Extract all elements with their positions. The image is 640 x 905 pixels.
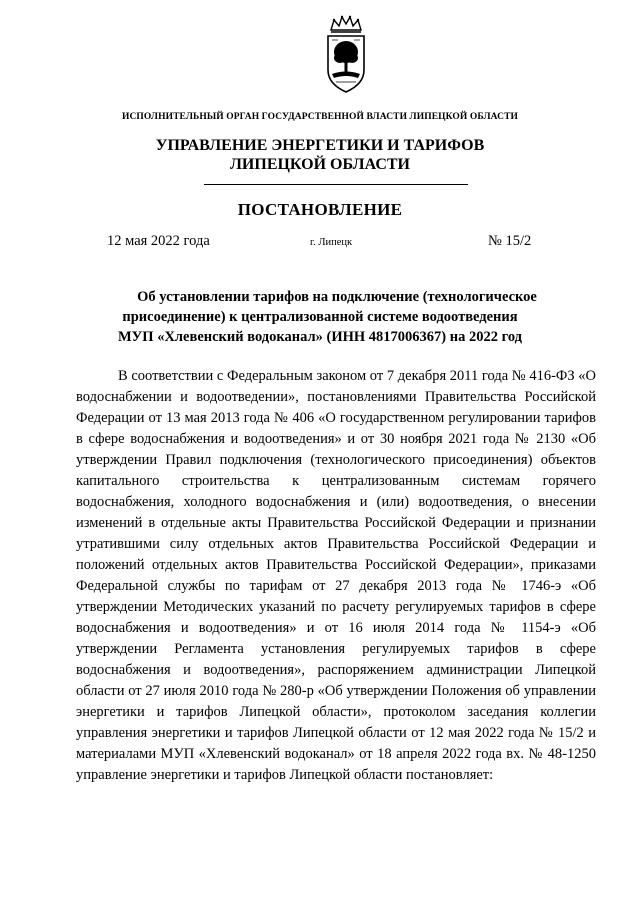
header-divider [204,184,468,185]
document-number: № 15/2 [488,233,532,249]
org-line: ИСПОЛНИТЕЛЬНЫЙ ОРГАН ГОСУДАРСТВЕННОЙ ВЛАСТИ ЛИПЕЦКОЙ ОБЛАСТИ [121,112,519,122]
document-title-line: МУП «Хлевенский водоканал» (ИНН 4817006367) на 2022 год [117,329,523,345]
document-title-line: Об установлении тарифов на подключение (технологическое [137,289,537,305]
department-name-line-2: ЛИПЕЦКОЙ ОБЛАСТИ [230,156,410,173]
department-name-line-1: УПРАВЛЕНИЕ ЭНЕРГЕТИКИ И ТАРИФОВ [155,137,485,154]
document-body-paragraph: В соответствии с Федеральным законом от 7 декабря 2011 года № 416-ФЗ «О водоснабжении и водоотведении», постановлениями Правительства Российской Федерации от 13 мая 2013 года № 406 «О государственном регулировании тарифов в сфере водоснабжения и водоотведения» и от 30 ноября 2021 года № 2130 «Об утверждении Правил подключения (технологического присоединения) объектов капитального строительства к централизованным системам горячего водоснабжения, холодного водоснабжения и (или) водоотведения, о внесении изменений в отдельные акты Правительства Российской Федерации и признании утратившими силу отдельных актов Правительства Российской Федерации и положений отдельных актов Правительства Российской Федерации», приказами Федеральной службы по тарифам от 27 декабря 2013 года № 1746-э «Об утверждении Методических указаний по расчету регулируемых тарифов в сфере водоснабжения и водоотведения» и от 16 июля 2014 года № 1154-э «Об утверждении Регламента установления регулируемых тарифов в сфере водоснабжения и водоотведения», распоряжением администрации Липецкой области от 27 июля 2010 года № 280-р «Об утверждении Положения об управлении энергетики и тарифов Липецкой области», протоколом заседания коллегии управления энергетики и тарифов Липецкой области от 12 мая 2022 года № 15/2 и материалами МУП «Хлевенский водоканал» от 18 апреля 2022 года вх. № 48-1250 управление энергетики и тарифов Липецкой области постановляет: [76,368,596,783]
coat-of-arms-icon [322,14,370,96]
document-date: 12 мая 2022 года [107,233,210,249]
document-city: г. Липецк [310,237,353,248]
document-type: ПОСТАНОВЛЕНИЕ [237,200,403,219]
document-title-line: присоединение) к централизованной системе водоотведения [122,309,518,325]
